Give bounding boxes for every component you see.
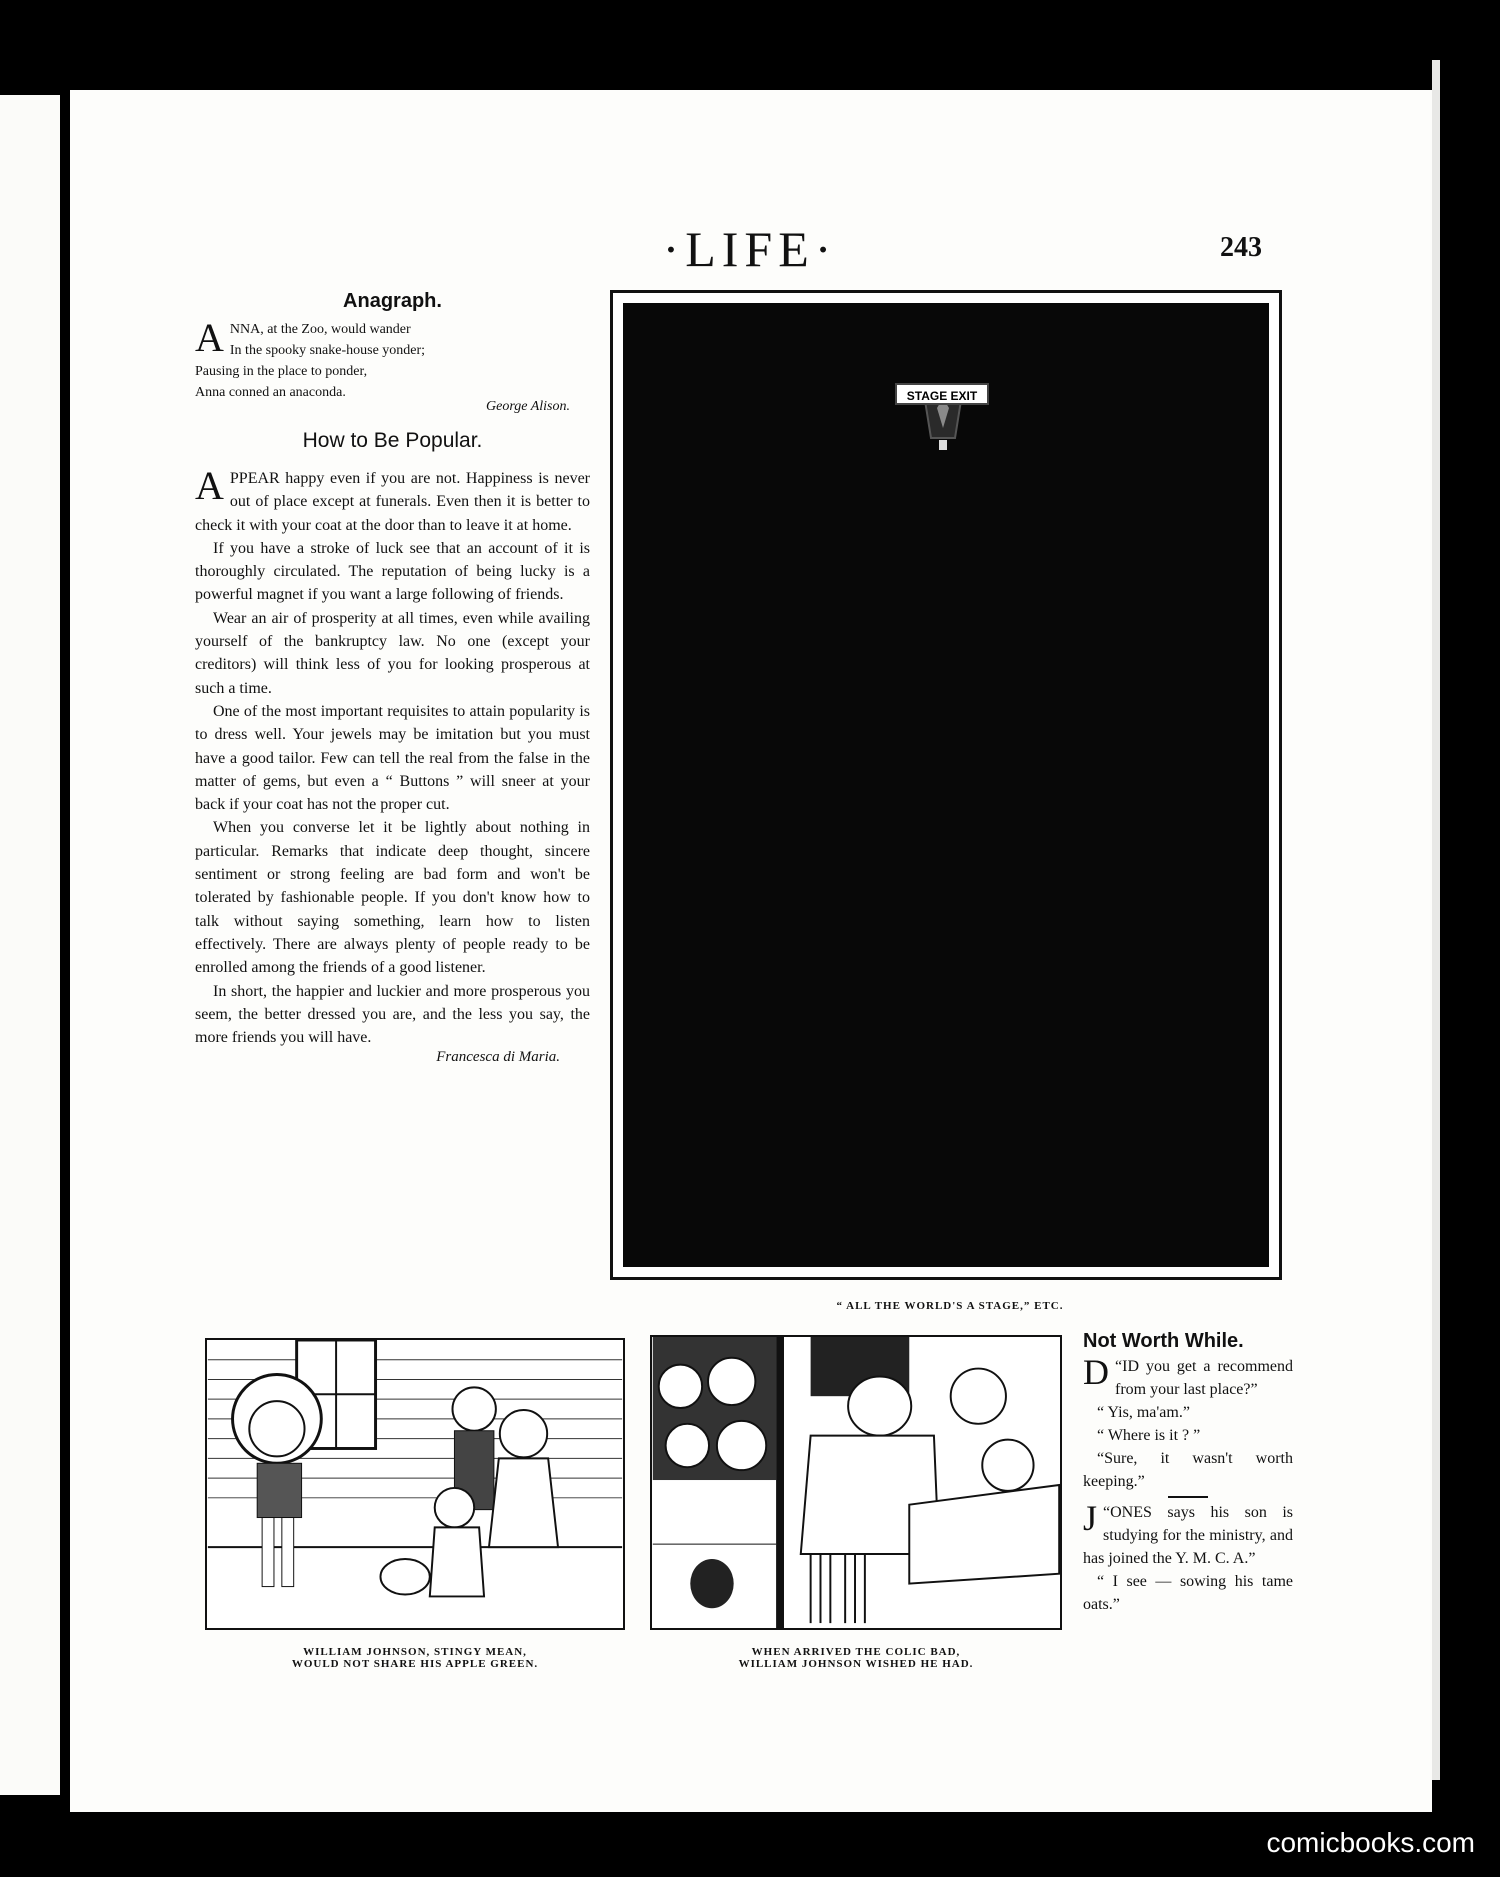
anagraph-poem <box>195 315 590 403</box>
joke-paragraph: “Sure, it wasn't worth keeping.” <box>1083 1450 1293 1490</box>
stage-exit-sign: STAGE EXIT <box>895 383 989 405</box>
joke-text: ID you get a recommend from your last place?” <box>1115 1358 1293 1398</box>
article-author: Francesca di Maria. <box>436 1049 560 1066</box>
article-paragraph <box>195 463 590 537</box>
site-watermark: comicbooks.com <box>1266 1827 1475 1858</box>
poem-line: Anna conned an anaconda. <box>195 385 346 400</box>
right-column <box>1083 1330 1293 1616</box>
anagraph-dropcap: A <box>195 315 224 360</box>
joke-paragraph <box>1083 1498 1293 1570</box>
joke-paragraph: “ Where is it ? ” <box>1097 1427 1201 1444</box>
previous-page-edge <box>0 95 60 1795</box>
not-worth-while-body <box>1083 1352 1293 1616</box>
article-dropcap: A <box>195 463 224 508</box>
article-paragraph: One of the most important requisites to attain popularity is to dress well. Your jewels may be imitation but you must have a good tailor. Few can tell the real from the false in the matter of gems, but even a “ Buttons ” will sneer at your back if your coat has not the proper cut. <box>195 702 590 814</box>
caption-line: WHEN ARRIVED THE COLIC BAD, <box>751 1646 961 1658</box>
article-paragraph: Wear an air of prosperity at all times, even while availing yourself of the bankruptcy law. No one (except your creditors) will think less of you for looking prosperous at such a time. <box>195 609 590 697</box>
article-paragraph: If you have a stroke of luck see that an account of it is thoroughly circulated. The reputation of being lucky is a powerful magnet if you want a large following of friends. <box>195 539 590 604</box>
joke-paragraph: “ Yis, ma'am.” <box>1097 1404 1190 1421</box>
quote-mark: “ <box>1103 1504 1111 1521</box>
poem-line: In the spooky snake-house yonder; <box>229 343 426 358</box>
caption-line: WILLIAM JOHNSON WISHED HE HAD. <box>738 1658 974 1670</box>
article-paragraph-text: PPEAR happy even if you are not. Happiness is never out of place except at funerals. Even then it is better to check it with your coat at the door than to leave it at home. <box>195 470 590 534</box>
caption-line: WOULD NOT SHARE HIS APPLE GREEN. <box>291 1658 539 1670</box>
joke-text: ONES says his son is studying for the ministry, and has joined the Y. M. C. A.” <box>1083 1504 1293 1567</box>
lamp-icon <box>903 358 983 468</box>
joke-paragraph <box>1083 1352 1293 1401</box>
joke-paragraph: “ I see — sowing his tame oats.” <box>1083 1573 1293 1613</box>
cartoon-apple-drawing <box>207 1340 623 1628</box>
cartoon-apple-caption <box>205 1646 625 1670</box>
poem-line: Pausing in the place to ponder, <box>195 364 368 379</box>
poem-line: NNA, at the Zoo, would wander <box>229 322 411 337</box>
cartoon-colic-drawing <box>652 1337 1060 1628</box>
not-worth-while-title: Not Worth While. <box>1083 1330 1244 1352</box>
cartoon-colic-caption <box>650 1646 1062 1670</box>
masthead: ·LIFE· <box>662 221 838 277</box>
anagraph-author: George Alison. <box>486 399 570 414</box>
caption-line: WILLIAM JOHNSON, STINGY MEAN, <box>303 1646 527 1658</box>
article-body <box>195 463 590 1049</box>
stage-exit-illustration <box>610 290 1282 1280</box>
article-paragraph: In short, the happier and luckier and more prosperous you seem, the better dressed you are, and the less you say, the more friends you will have. <box>195 982 590 1047</box>
main-picture-caption: “ ALL THE WORLD'S A STAGE,” ETC. <box>836 1300 1064 1312</box>
cartoon-apple <box>205 1338 625 1630</box>
cartoon-colic <box>650 1335 1062 1630</box>
page-number: 243 <box>1220 232 1262 263</box>
joke-dropcap: D <box>1083 1352 1109 1392</box>
page-edge <box>1432 60 1440 1780</box>
article-paragraph: When you converse let it be lightly about nothing in particular. Remarks that indicate deep thought, sincere sentiment or strong feeling are bad form and won't be tolerated by fashionable people. If you don't know how to talk without saying something, learn how to listen effectively. There are always plenty of people ready to be enrolled among the friends of a good listener. <box>195 819 590 977</box>
dark-stage-door-image <box>623 303 1269 1267</box>
divider <box>1168 1496 1208 1498</box>
anagraph-title: Anagraph. <box>343 290 442 312</box>
article-title: How to Be Popular. <box>302 429 483 452</box>
left-column <box>195 290 590 1066</box>
joke-dropcap: J <box>1083 1498 1098 1538</box>
quote-mark: “ <box>1115 1358 1123 1375</box>
